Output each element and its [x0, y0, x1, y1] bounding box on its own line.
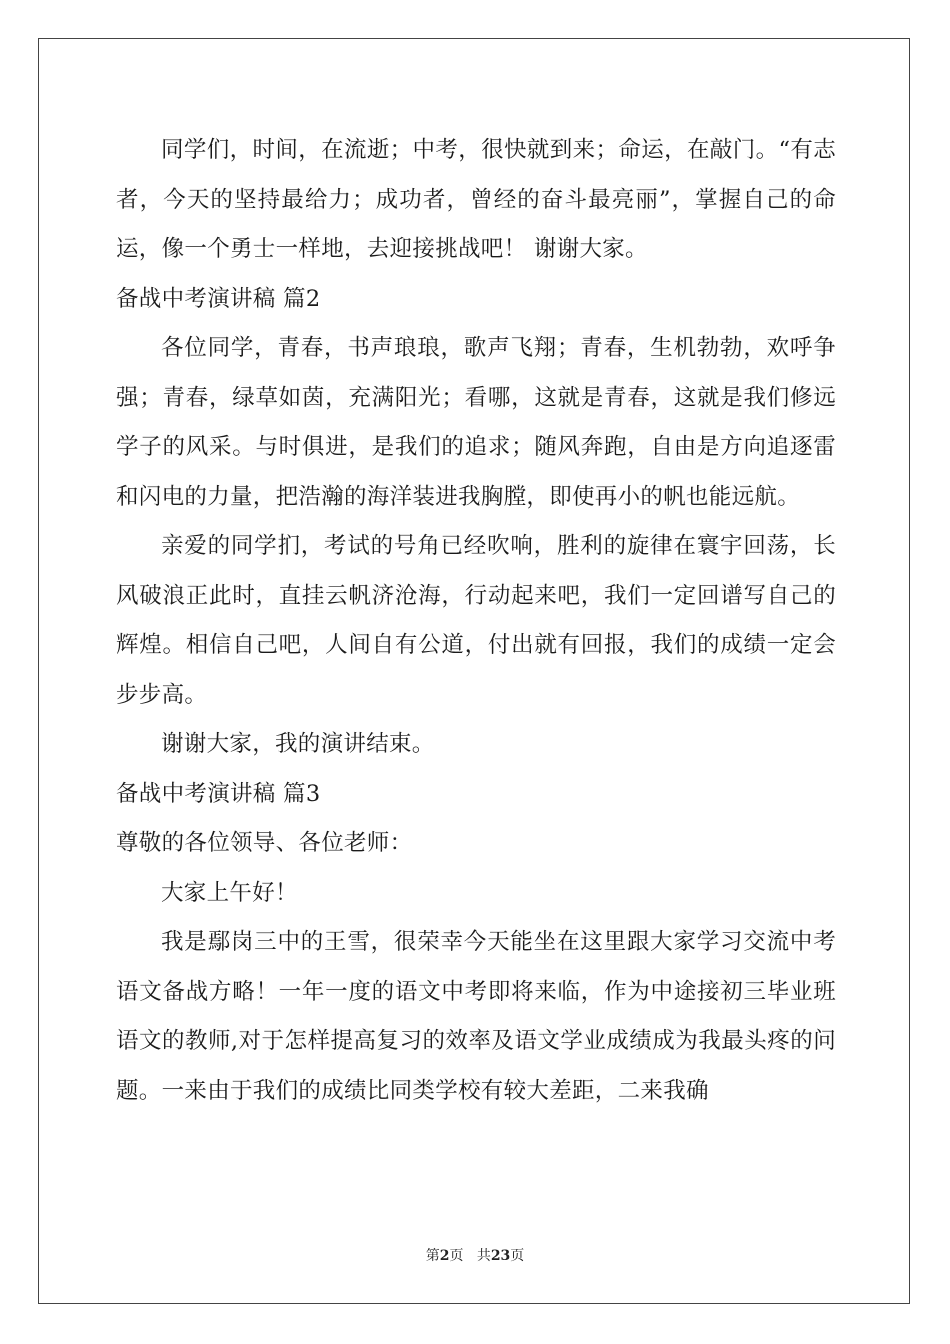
total-suffix: 页: [510, 1248, 525, 1264]
page-suffix: 页: [449, 1248, 464, 1264]
section-heading-2: 备战中考演讲稿 篇2: [116, 285, 321, 312]
paragraph-thanks: 谢谢大家，我的演讲结束。: [161, 731, 435, 757]
salutation: 尊敬的各位领导、各位老师：: [116, 830, 413, 856]
document-body: [116, 126, 836, 1116]
paragraph-exam-call: 亲爱的同学扪，考试的号角已经吹响，胜利的旋律在寰宇回荡，长风破浪正此时，直挂云帆济沧海，行动起来吧，我们一定回谱写自己的辉煌。相信自己吧，人间自有公道，付出就有回报，我们的成绩一定会步步高。: [116, 533, 836, 708]
page-footer: [0, 1246, 950, 1266]
section-heading-3: 备战中考演讲稿 篇3: [116, 780, 321, 807]
total-prefix: 共: [476, 1248, 491, 1264]
page-number: 2: [439, 1248, 450, 1264]
greeting: 大家上午好！: [161, 879, 298, 906]
paragraph-closing-speech: 同学们，时间，在流逝；中考，很快就到来；命运，在敲门。“有志者，今天的坚持最给力；成功者，曾经的奋斗最亮丽”，掌握自己的命运，像一个勇士一样地，去迎接挑战吧！ 谢谢大家。: [116, 137, 836, 262]
page-prefix: 第: [425, 1248, 440, 1264]
paragraph-introduction: 我是鄢岗三中的王雪，很荣幸今天能坐在这里跟大家学习交流中考语文备战方略！一年一度的语文中考即将来临，作为中途接初三毕业班语文的教师,对于怎样提高复习的效率及语文学业成绩成为我最头疼的问题。一来由于我们的成绩比同类学校有较大差距，二来我确: [116, 929, 836, 1104]
paragraph-youth: 各位同学，青春，书声琅琅，歌声飞翔；青春，生机勃勃，欢呼争强；青春，绿草如茵，充满阳光；看哪，这就是青春，这就是我们修远学子的风采。与时俱进，是我们的追求；随风奔跑，自由是方向追逐雷和闪电的力量，把浩瀚的海洋装进我胸膛，即使再小的帆也能远航。: [116, 335, 836, 510]
total-pages: 23: [490, 1248, 511, 1264]
